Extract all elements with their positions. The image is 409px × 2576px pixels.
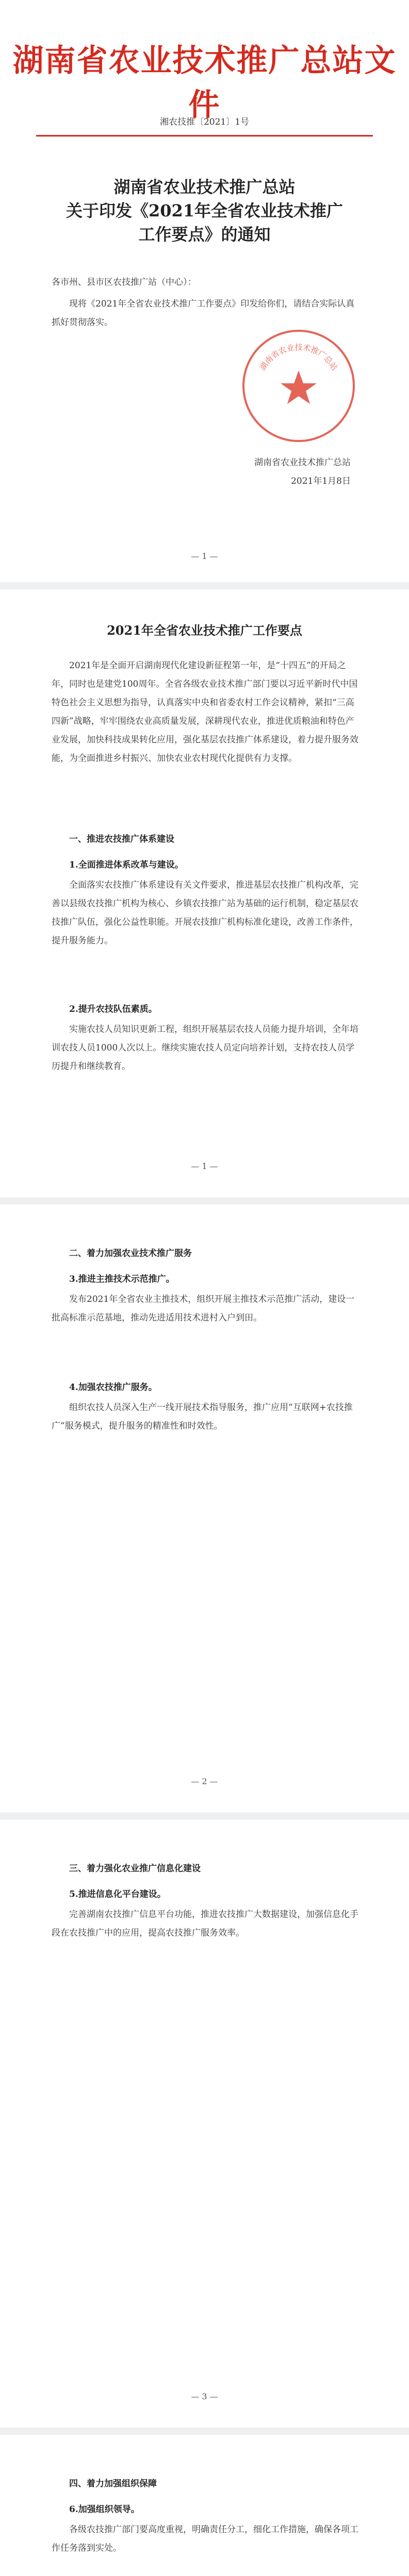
page-number: — 1 — xyxy=(191,551,218,561)
page-number: — 2 — xyxy=(191,1776,218,1786)
official-seal xyxy=(242,330,355,442)
page-4 xyxy=(0,1820,409,2428)
attachment-intro: 2021年是全面开启湖南现代化建设新征程第一年，是“十四五”的开局之年，同时也是建党100周年。全省各级农业技术推广部门要以习近平新时代中国特色社会主义思想为指导，认真落实中央和省委农村工作会议精神，紧扣“三高四新”战略，牢牢围绕农业高质量发展，深耕现代农业，推进优质粮油和特色产业发展，加快科技成果转化应用，强化基层农技推广体系建设，着力提升服务效能，为全面推进乡村振兴、加快农业农村现代化提供有力支撑。 xyxy=(52,660,358,764)
section-2-item-1-text: 发布2021年全省农业主推技术，组织开展主推技术示范推广活动，建设一批高标准示范基地，推动先进适用技术进村入户到田。 xyxy=(52,1294,355,1323)
notice-title xyxy=(0,175,409,246)
page-number: — 3 — xyxy=(191,2392,218,2401)
section-3-heading: 三、着力强化农业推广信息化建设 xyxy=(69,1863,201,1874)
red-separator xyxy=(36,135,373,137)
attachment-title: 2021年全省农业技术推广工作要点 xyxy=(107,623,302,638)
document-number: 湘农技推〔2021〕1号 xyxy=(159,117,250,127)
intro-paragraph: 现将《2021年全省农业技术推广工作要点》印发给你们，请结合实际认真抓好贯彻落实。 xyxy=(52,299,355,328)
section-1-heading: 一、推进农技推广体系建设 xyxy=(69,834,174,844)
section-2-item-2-text: 组织农技人员深入生产一线开展技术指导服务，推广应用“互联网+农技推广”服务模式，提升服务的精准性和时效性。 xyxy=(52,1402,353,1431)
section-3-item-1-heading: 5.推进信息化平台建设。 xyxy=(69,1889,166,1900)
page-5 xyxy=(0,2435,409,2576)
page-1 xyxy=(0,0,409,582)
section-2-item-2-heading: 4.加强农技推广服务。 xyxy=(69,1382,157,1393)
signature: 湖南省农业技术推广总站 xyxy=(254,457,351,468)
notice-title-line-2: 关于印发《2021年全省农业技术推广 xyxy=(66,201,343,221)
page-divider xyxy=(0,582,409,589)
section-2-item-1-heading: 3.推进主推技术示范推广。 xyxy=(69,1274,175,1284)
page-2 xyxy=(0,589,409,1197)
section-4-heading: 四、着力加强组织保障 xyxy=(69,2479,157,2489)
section-1-item-2-text: 实施农技人员知识更新工程，组织开展基层农技人员能力提升培训，全年培训农技人员1000人次以上。继续实施农技人员定向培养计划，支持农技人员学历提升和继续教育。 xyxy=(52,1024,358,1072)
page-divider xyxy=(0,2428,409,2435)
section-2-heading: 二、着力加强农业技术推广服务 xyxy=(69,1248,192,1259)
addressee: 各市州、县市区农技推广站（中心）： xyxy=(52,277,197,287)
svg-text:湖南省农业技术推广总站 xyxy=(258,343,339,372)
section-4-item-1-text: 各级农技推广部门要高度重视，明确责任分工，细化工作措施，确保各项工作任务落到实处。 xyxy=(52,2524,358,2553)
page-number: — 1 — xyxy=(191,1161,218,1171)
seal-lettering: 湖南省农业技术推广总站 xyxy=(257,343,340,372)
section-3-item-1-text: 完善湖南农技推广信息平台功能，推进农技推广大数据建设，加强信息化手段在农技推广中的应用，提高农技推广服务效率。 xyxy=(52,1909,358,1938)
section-1-item-2-heading: 2.提升农技队伍素质。 xyxy=(69,1004,157,1014)
section-4-item-1-heading: 6.加强组织领导。 xyxy=(69,2504,140,2515)
signature-date: 2021年1月8日 xyxy=(291,476,351,486)
section-1-item-1-heading: 1.全面推进体系改革与建设。 xyxy=(69,860,184,870)
letterhead-title: 湖南省农业技术推广总站文件 xyxy=(12,43,397,123)
page-divider xyxy=(0,1197,409,1205)
page-3 xyxy=(0,1205,409,1812)
section-1-item-1-text: 全面落实农技推广体系建设有关文件要求，推进基层农技推广机构改革，完善以县级农技推广机构为核心、乡镇农技推广站为基础的运行机制，稳定基层农技推广队伍，强化公益性职能。开展农技推广机构标准化建设，改善工作条件，提升服务能力。 xyxy=(52,880,358,946)
notice-title-line-3: 工作要点》的通知 xyxy=(138,225,271,244)
notice-title-line-1: 湖南省农业技术推广总站 xyxy=(113,177,296,197)
page-divider xyxy=(0,1812,409,1820)
